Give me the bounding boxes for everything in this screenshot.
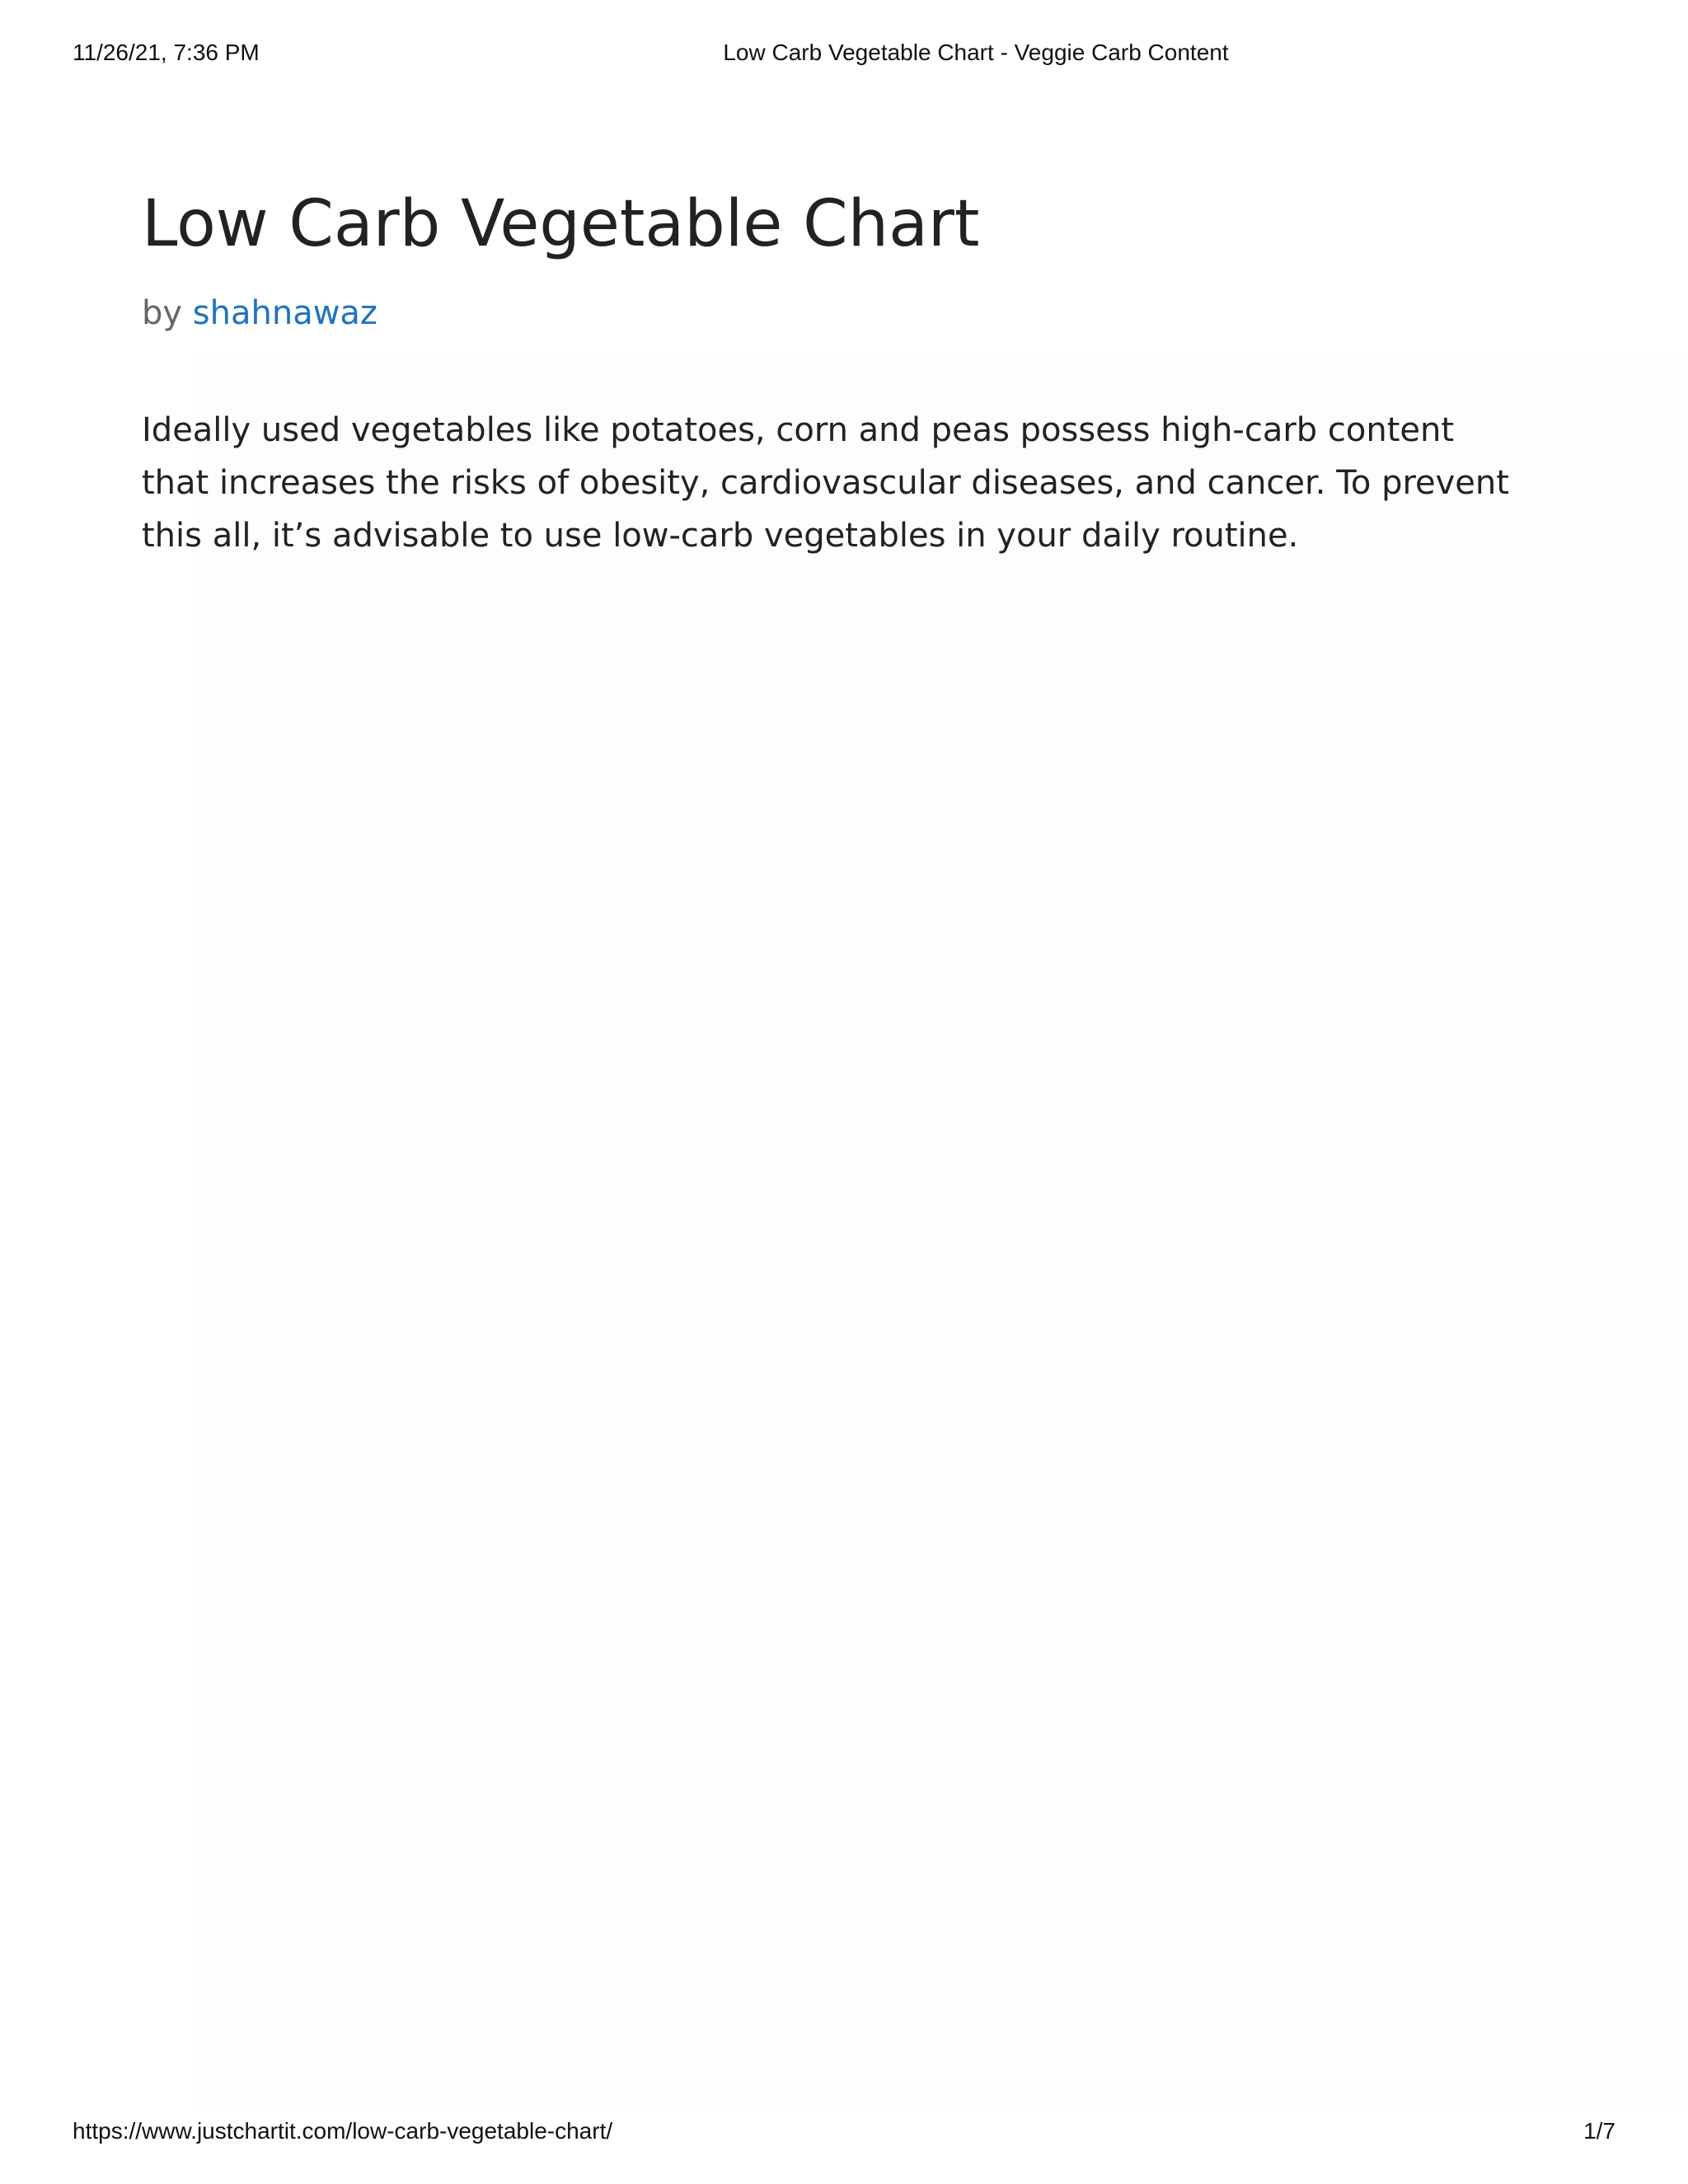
print-datetime: 11/26/21, 7:36 PM (73, 40, 260, 65)
article (142, 181, 1559, 595)
intro-paragraph: Ideally used vegetables like potatoes, corn and peas possess high-carb content that increases the risks of obesity, cardiovascular diseases, and cancer. To prevent this all, it’s advisable to use low-carb vegetables in your daily routine. (142, 411, 1509, 555)
print-document-title: Low Carb Vegetable Chart - Veggie Carb Content (723, 40, 1229, 65)
page-background (195, 354, 1688, 2110)
print-footer (0, 2115, 1688, 2148)
author-link[interactable]: shahnawaz (192, 294, 377, 332)
page-number: 1/7 (1583, 2118, 1615, 2144)
print-header (0, 36, 1688, 69)
byline-prefix: by (142, 294, 183, 332)
article-title: Low Carb Vegetable Chart (142, 187, 980, 261)
byline (142, 290, 1559, 336)
page-url: https://www.justchartit.com/low-carb-vegetable-chart/ (73, 2118, 613, 2144)
